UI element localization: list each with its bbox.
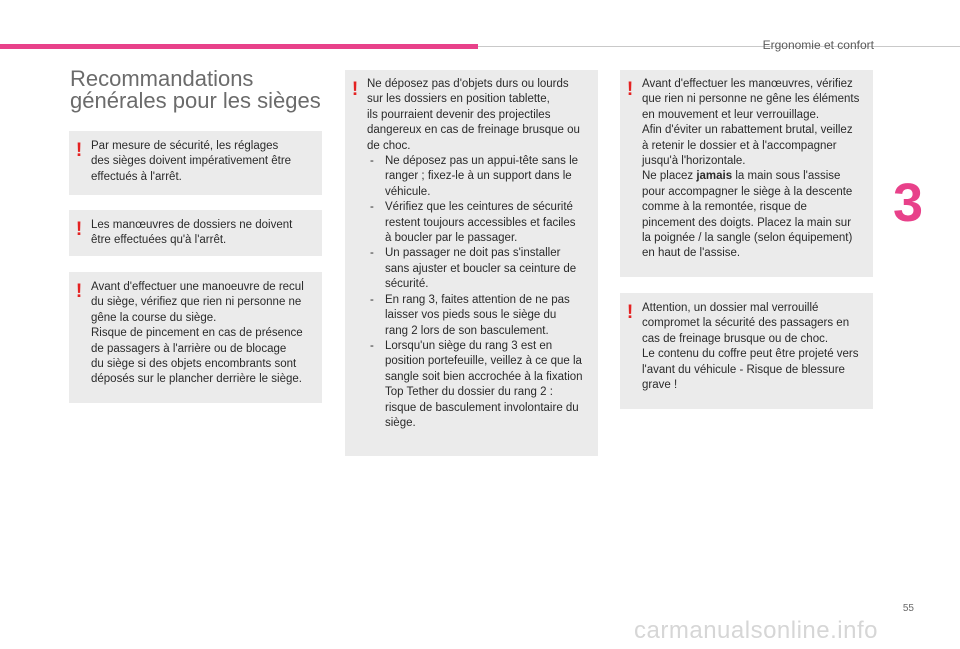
page-title-line: générales pour les sièges	[70, 88, 321, 113]
page-title-line: Recommandations	[70, 66, 254, 91]
warning-icon: !	[75, 219, 83, 240]
warning-bullet-list	[367, 154, 590, 431]
watermark: carmanualsonline.info	[634, 617, 878, 644]
list-item: - En rang 3, faites attention de ne pas laisser vos pieds sous le siège du rang 2 lors de son basculement.	[367, 293, 590, 339]
section-title: Ergonomie et confort	[762, 38, 874, 52]
list-item: - Lorsqu'un siège du rang 3 est en position portefeuille, veillez à ce que la sangle soit bien accrochée à la fixation Top Tether du dossier du rang 2 : risque de basculement involontaire du siège.	[367, 339, 590, 431]
header-accent-bar	[0, 44, 478, 49]
warning-box-backrest	[69, 210, 322, 256]
header-rule	[478, 46, 960, 47]
warning-icon: !	[75, 281, 83, 302]
page-title	[70, 68, 321, 112]
warning-text: Attention, un dossier mal verrouillé compromet la sécurité des passagers en cas de freinage brusque ou de choc. Le contenu du coffre peut être projeté vers l'avant du véhicule - Risque de blessure grave !	[642, 302, 859, 392]
warning-text: Avant d'effectuer une manoeuvre de recul du siège, vérifiez que rien ni personne ne gêne la course du siège. Risque de pincement en cas de présence de passagers à l'arrière ou de blocage du siège si des objets encombrants sont déposés sur le plancher derrière le siège.	[91, 281, 304, 386]
warning-icon: !	[626, 79, 634, 100]
warning-icon: !	[75, 140, 83, 161]
list-item: - Vérifiez que les ceintures de sécurité restent toujours accessibles et faciles à boucler par le passager.	[367, 200, 590, 246]
list-item: - Ne déposez pas un appui-tête sans le ranger ; fixez-le à un support dans le véhicule.	[367, 154, 590, 200]
warning-text: Avant d'effectuer les manœuvres, vérifiez que rien ni personne ne gêne les éléments en mouvement et leur verrouillage. Afin d'éviter un rabattement brutal, veillez à retenir le dossier et à l'accompagner jusqu'à l'horizontale. Ne placez jamais la main sous l'assise pour accompagner le siège à la descente comme à la remontée, risque de pincement des doigts. Placez la main sur la poignée / la sangle (selon équipement) en haut de l'assise.	[642, 78, 860, 260]
warning-icon: !	[351, 79, 359, 100]
emphasis-jamais: jamais	[696, 170, 733, 183]
list-item: - Un passager ne doit pas s'installer sans ajuster et boucler sa ceinture de sécurité.	[367, 246, 590, 292]
warning-text: Par mesure de sécurité, les réglages des sièges doivent impérativement être effectués à l'arrêt.	[91, 140, 292, 183]
warning-box-seat-adjust	[69, 131, 322, 195]
warning-box-manoeuvres	[620, 70, 873, 277]
warning-icon: !	[626, 302, 634, 323]
warning-intro: Ne déposez pas d'objets durs ou lourds sur les dossiers en position tablette, ils pourraient devenir des projectiles dangereux en cas de freinage brusque ou de choc.	[367, 78, 580, 152]
warning-box-objects	[345, 70, 598, 456]
warning-box-dossier	[620, 293, 873, 409]
page-number: 55	[902, 603, 914, 614]
warning-box-recul	[69, 272, 322, 403]
warning-text: Les manœuvres de dossiers ne doivent être effectuées qu'à l'arrêt.	[91, 219, 293, 247]
chapter-number: 3	[893, 173, 924, 233]
